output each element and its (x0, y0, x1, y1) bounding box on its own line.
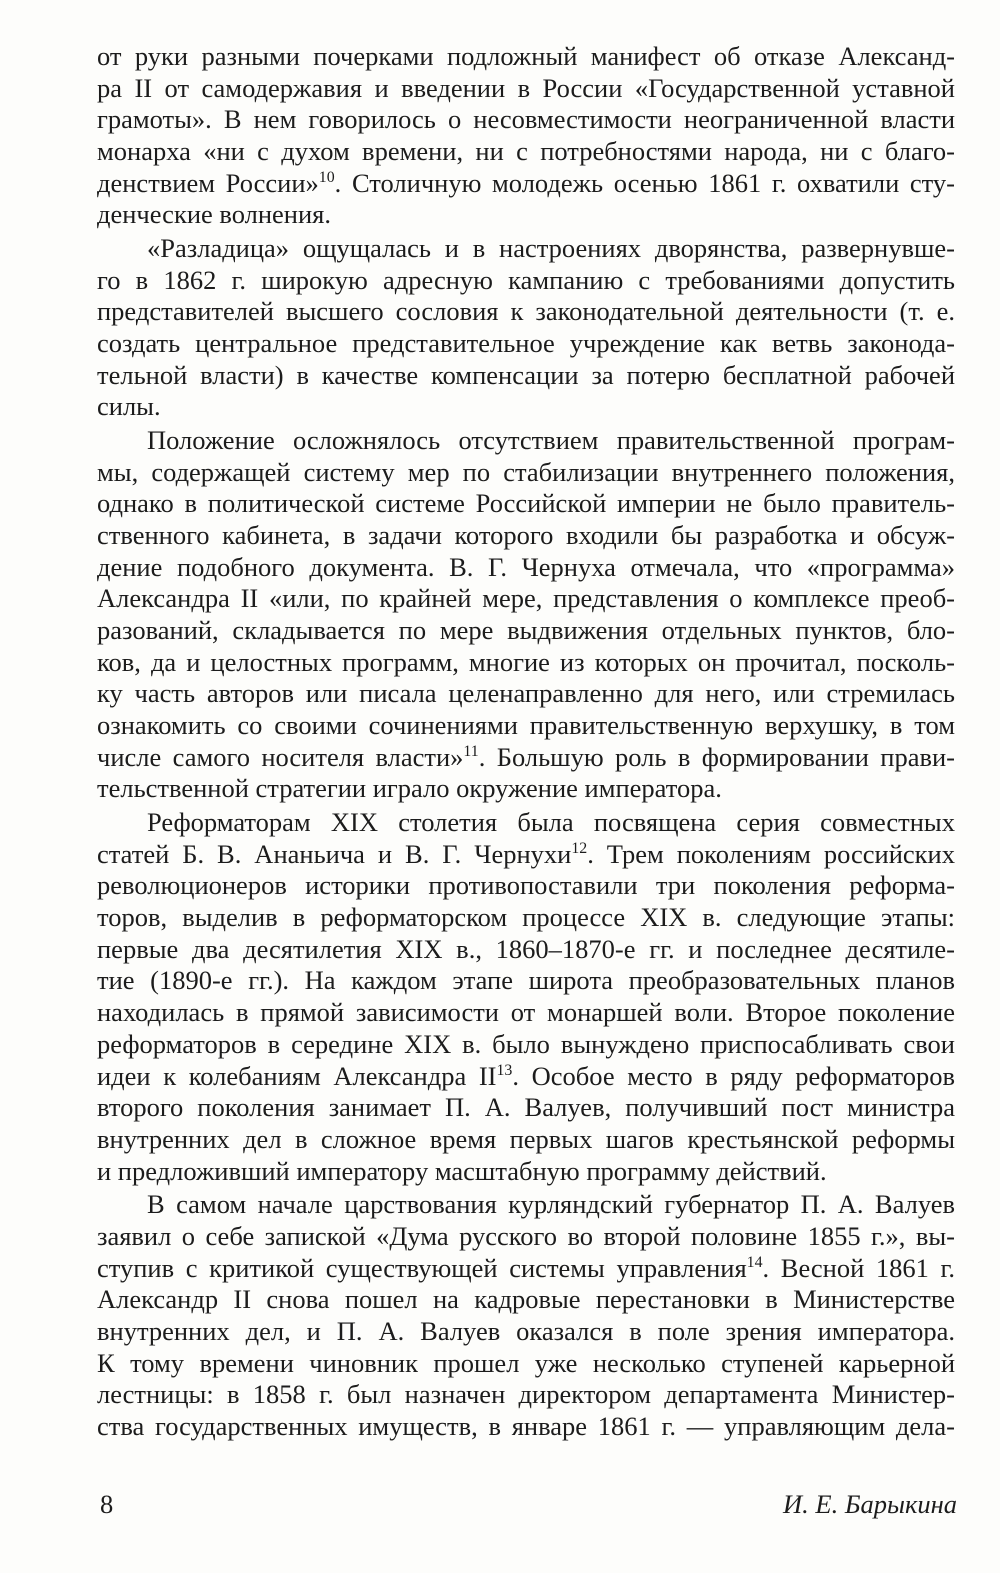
text-segment: . Весной 1861 г. (762, 1252, 956, 1283)
paragraph (97, 425, 955, 805)
text-line (97, 265, 955, 297)
text-line (97, 1348, 955, 1380)
text-segment: лестницы: в 1858 г. был назначен директором департамента Министер- (97, 1379, 955, 1410)
text-line (97, 136, 955, 168)
text-segment: числе самого носителя власти» (97, 741, 464, 772)
footnote-reference: 14 (746, 1253, 763, 1271)
paragraph (97, 41, 955, 231)
text-segment: Александра II «или, по крайней мере, представления о комплексе преоб- (97, 583, 955, 614)
text-segment: го в 1862 г. широкую адресную кампанию с требованиями допустить (97, 264, 955, 295)
text-line (97, 168, 955, 200)
text-segment: тельной власти) в качестве компенсации за потерю бесплатной рабочей (97, 359, 955, 390)
text-segment: революционеров историки противопоставили три поколения реформа- (97, 870, 955, 901)
text-segment: . Особое место в ряду реформаторов (512, 1060, 955, 1091)
text-line (97, 1124, 955, 1156)
text-line (97, 1156, 955, 1188)
text-segment: тие (1890-е гг.). На каждом этапе широта преобразовательных планов (97, 965, 955, 996)
text-segment: внутренних дел в сложное время первых шагов крестьянской реформы (97, 1123, 955, 1154)
text-segment: ственного кабинета, в задачи которого входили бы разработка и обсуж- (97, 520, 955, 551)
text-line (97, 1092, 955, 1124)
text-segment: ра II от самодержавия и введении в России «Государственной уставной (97, 72, 955, 103)
text-segment: денствием России» (97, 167, 319, 198)
text-line (97, 1379, 955, 1411)
text-segment: . Столичную молодежь осенью 1861 г. охватили сту- (334, 167, 955, 198)
text-segment: внутренних дел, и П. А. Валуев оказался в поле зрения императора. (97, 1315, 955, 1346)
text-segment: заявил о себе запиской «Дума русского во второй половине 1855 г.», вы- (97, 1220, 955, 1251)
text-line (97, 965, 955, 997)
text-line (97, 1189, 955, 1221)
text-line (97, 934, 955, 966)
footnote-reference: 13 (496, 1061, 513, 1079)
text-line (97, 391, 955, 423)
text-line (97, 1316, 955, 1348)
text-line (97, 425, 955, 457)
text-line (97, 807, 955, 839)
text-line (97, 615, 955, 647)
text-line (97, 773, 955, 805)
text-segment: ков, да и целостных программ, многие из которых он прочитал, посколь- (97, 646, 955, 677)
text-segment: представителей высшего сословия к законодательной деятельности (т. е. (97, 296, 955, 327)
text-line (97, 1284, 955, 1316)
text-line (97, 870, 955, 902)
text-line (97, 902, 955, 934)
text-segment: «Разладица» ощущалась и в настроениях дворянства, развернувше- (147, 233, 955, 264)
body-text (97, 41, 955, 1443)
text-segment: и предложивший императору масштабную программу действий. (97, 1155, 827, 1186)
text-line (97, 1221, 955, 1253)
text-line (97, 73, 955, 105)
text-segment: дение подобного документа. В. Г. Чернуха отмечала, что «программа» (97, 551, 955, 582)
text-line (97, 296, 955, 328)
text-segment: тельственной стратегии играло окружение императора. (97, 773, 722, 804)
text-segment: находилась в прямой зависимости от монаршей воли. Второе поколение (97, 997, 955, 1028)
text-segment: мы, содержащей систему мер по стабилизации внутреннего положения, (97, 456, 955, 487)
text-line (97, 41, 955, 73)
text-segment: силы. (97, 391, 161, 422)
paragraph (97, 807, 955, 1187)
text-segment: ства государственных имуществ, в январе 1861 г. — управляющим дела- (97, 1410, 955, 1441)
text-segment: ознакомить со своими сочинениями правительственную верхушку, в том (97, 710, 955, 741)
text-segment: . Трем поколениям российских (587, 838, 955, 869)
text-segment: от руки разными почерками подложный манифест об отказе Александ- (97, 41, 955, 71)
page-number: 8 (100, 1489, 114, 1519)
text-line (97, 710, 955, 742)
running-author: И. Е. Барыкина (783, 1489, 957, 1519)
text-segment: . Большую роль в формировании прави- (478, 741, 955, 772)
text-line (97, 839, 955, 871)
text-segment: Александр II снова пошел на кадровые перестановки в Министерстве (97, 1284, 955, 1315)
text-line (97, 647, 955, 679)
text-segment: однако в политической системе Российской империи не было правитель- (97, 488, 955, 519)
text-segment: разований, складывается по мере выдвижения отдельных пунктов, бло- (97, 615, 955, 646)
text-segment: К тому времени чиновник прошел уже несколько ступеней карьерной (97, 1347, 955, 1378)
text-segment: первые два десятилетия XIX в., 1860–1870-е гг. и последнее десятиле- (97, 933, 955, 964)
text-line (97, 233, 955, 265)
text-line (97, 488, 955, 520)
text-segment: В самом начале царствования курляндский губернатор П. А. Валуев (147, 1189, 955, 1220)
text-segment: денческие волнения. (97, 199, 331, 230)
text-segment: грамоты». В нем говорилось о несовместимости неограниченной власти (97, 104, 955, 135)
footnote-reference: 10 (318, 168, 335, 186)
text-line (97, 583, 955, 615)
text-segment: Реформаторам XIX столетия была посвящена серия совместных (147, 807, 955, 838)
text-segment: второго поколения занимает П. А. Валуев, получивший пост министра (97, 1092, 955, 1123)
text-segment: создать центральное представительное учреждение как ветвь законода- (97, 328, 955, 359)
text-segment: реформаторов в середине XIX в. было вынуждено приспосабливать свои (97, 1028, 955, 1059)
text-segment: торов, выделив в реформаторском процессе XIX в. следующие этапы: (97, 902, 955, 933)
text-line (97, 678, 955, 710)
text-line (97, 742, 955, 774)
footnote-reference: 12 (571, 839, 588, 857)
text-line (97, 199, 955, 231)
text-segment: ступив с критикой существующей системы управления (97, 1252, 747, 1283)
text-line (97, 1411, 955, 1443)
text-segment: монарха «ни с духом времени, ни с потребностями народа, ни с благо- (97, 136, 955, 167)
text-segment: Положение осложнялось отсутствием правительственной програм- (147, 425, 955, 456)
text-line (97, 997, 955, 1029)
paragraph (97, 1189, 955, 1442)
paragraph (97, 233, 955, 423)
text-line (97, 104, 955, 136)
text-line (97, 457, 955, 489)
footnote-reference: 11 (463, 742, 479, 760)
text-line (97, 552, 955, 584)
text-segment: статей Б. В. Ананьича и В. Г. Чернухи (97, 838, 572, 869)
text-line (97, 1253, 955, 1285)
text-line (97, 328, 955, 360)
text-line (97, 1061, 955, 1093)
page-footer (97, 1487, 957, 1521)
text-segment: ку часть авторов или писала целенаправленно для него, или стремилась (97, 678, 955, 709)
text-line (97, 1029, 955, 1061)
text-line (97, 360, 955, 392)
text-line (97, 520, 955, 552)
text-segment: идеи к колебаниям Александра II (97, 1060, 497, 1091)
